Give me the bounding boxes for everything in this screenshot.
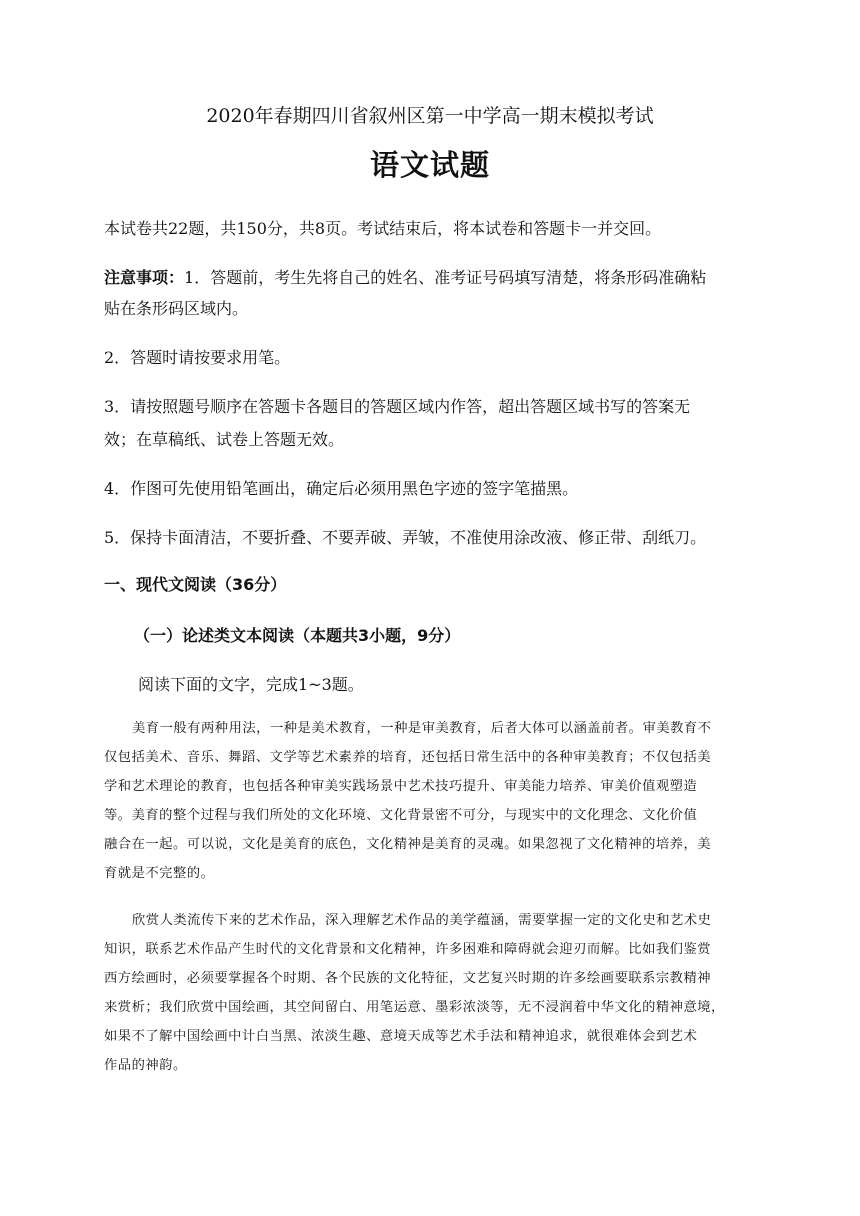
passage-p2-line-5: 如果不了解中国绘画中计白当黑、浓淡生趣、意境天成等艺术手法和精神追求，就很难体会到艺术 <box>104 1029 698 1044</box>
notice-item-5: 5．保持卡面清洁，不要折叠、不要弄破、弄皱，不准使用涂改液、修正带、刮纸刀。 <box>104 528 707 547</box>
exam-title: 语文试题 <box>369 148 490 182</box>
passage-p2-line-4: 来赏析；我们欣赏中国绘画，其空间留白、用笔运意、墨彩浓淡等，无不浸润着中华文化的精神意境， <box>104 1000 725 1015</box>
notice-item-4: 4．作图可先使用铅笔画出，确定后必须用黑色字迹的签字笔描黑。 <box>104 479 579 498</box>
notice-item-3-cont: 效；在草稿纸、试卷上答题无效。 <box>104 430 345 449</box>
passage-p1-line-1: 美育一般有两种用法，一种是美术教育，一种是审美教育，后者大体可以涵盖前者。审美教育不 <box>132 721 712 736</box>
passage-p2-line-6: 作品的神韵。 <box>104 1058 187 1073</box>
passage-p2-line-2: 知识，联系艺术作品产生时代的文化背景和文化精神，许多困难和障碍就会迎刃而解。比如我们鉴赏 <box>104 942 712 957</box>
notice-item-1-text: 1．答题前，考生先将自己的姓名、准考证号码填写清楚，将条形码准确粘 <box>184 268 707 287</box>
passage-p1-line-6: 育就是不完整的。 <box>104 866 215 881</box>
passage-p1-line-4: 等。美育的整个过程与我们所处的文化环境、文化背景密不可分，与现实中的文化理念、文化价值 <box>104 808 698 823</box>
reading-instruction: 阅读下面的文字，完成1~3题。 <box>138 675 364 694</box>
notice-item-2: 2．答题时请按要求用笔。 <box>104 348 291 367</box>
exam-subtitle: 2020年春期四川省叙州区第一中学高一期末模拟考试 <box>206 105 654 127</box>
notice-item-1-cont: 贴在条形码区域内。 <box>104 299 249 318</box>
notice-item-1 <box>104 267 754 289</box>
section-heading: 一、现代文阅读（36分） <box>104 575 287 594</box>
passage-p1-line-5: 融合在一起。可以说，文化是美育的底色，文化精神是美育的灵魂。如果忽视了文化精神的培养，美 <box>104 837 712 852</box>
passage-p2-line-1: 欣赏人类流传下来的艺术作品，深入理解艺术作品的美学蕴涵，需要掌握一定的文化史和艺术史 <box>132 913 712 928</box>
passage-p2-line-3: 西方绘画时，必须要掌握各个时期、各个民族的文化特征，文艺复兴时期的许多绘画要联系宗教精神 <box>104 971 712 986</box>
notice-label: 注意事项： <box>104 268 185 287</box>
exam-intro: 本试卷共22题，共150分，共8页。考试结束后，将本试卷和答题卡一并交回。 <box>104 219 662 238</box>
subsection-heading: （一）论述类文本阅读（本题共3小题，9分） <box>134 626 461 645</box>
passage-p1-line-2: 仅包括美术、音乐、舞蹈、文学等艺术素养的培育，还包括日常生活中的各种审美教育；不仅包括美 <box>104 750 712 765</box>
notice-item-3: 3．请按照题号顺序在答题卡各题目的答题区域内作答，超出答题区域书写的答案无 <box>104 397 691 416</box>
passage-p1-line-3: 学和艺术理论的教育，也包括各种审美实践场景中艺术技巧提升、审美能力培养、审美价值观塑造 <box>104 779 698 794</box>
